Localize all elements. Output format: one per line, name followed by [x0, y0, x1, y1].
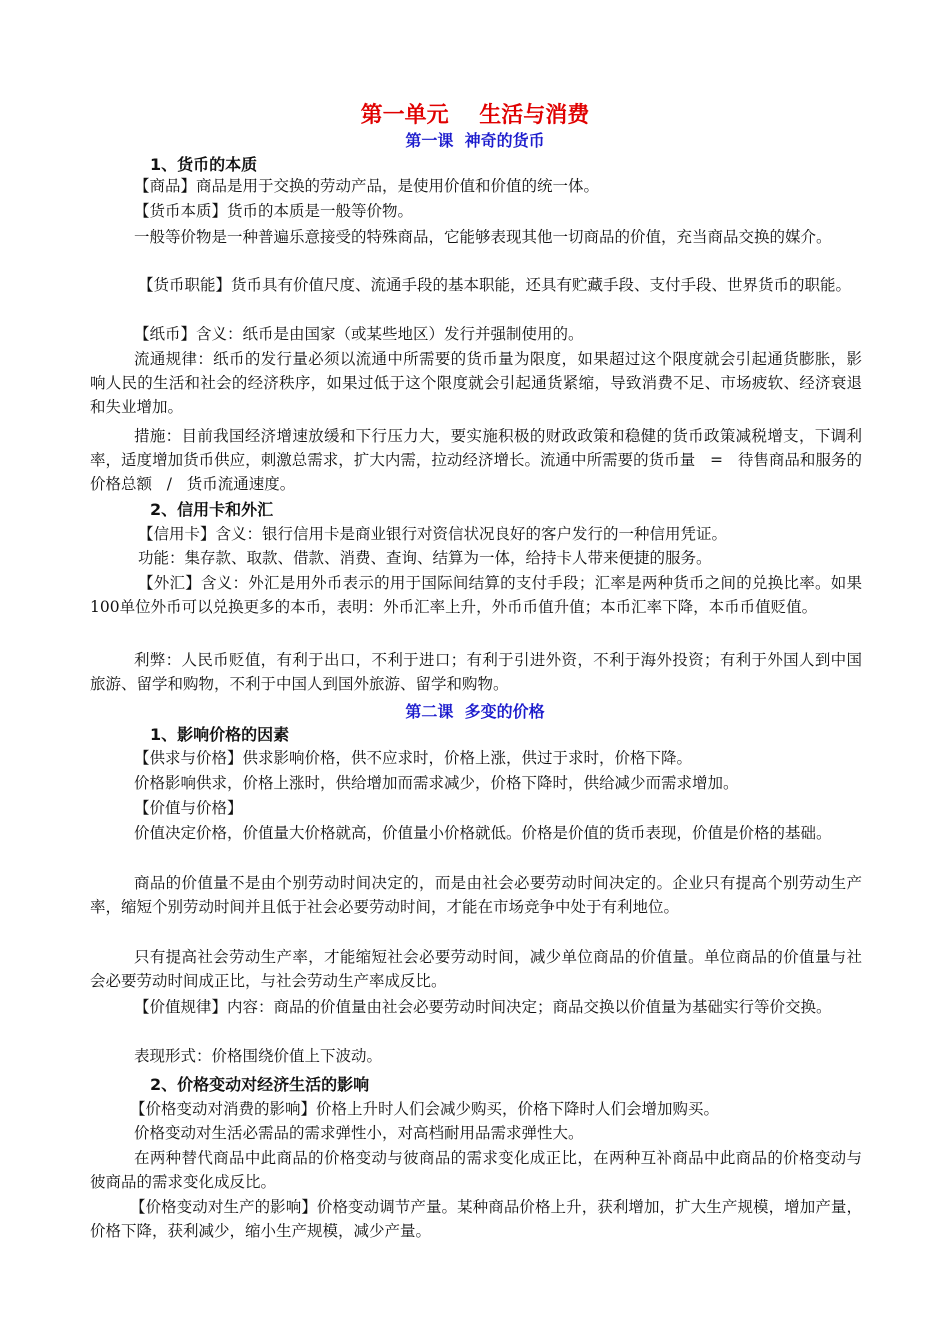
paragraph: 流通规律：纸币的发行量必须以流通中所需要的货币量为限度，如果超过这个限度就会引起通货膨胀，影响人民的生活和社会的经济秩序，如果过低于这个限度就会引起通货紧缩，导致消费不足、市场疲软、经济衰退和失业增加。 [90, 350, 862, 416]
paragraph: 【货币本质】货币的本质是一般等价物。 [134, 202, 414, 220]
paragraph: 【价格变动对消费的影响】价格上升时人们会减少购买，价格下降时人们会增加购买。 [130, 1100, 720, 1118]
unit-title: 第一单元 生活与消费 [360, 103, 590, 128]
paragraph: 价值决定价格，价值量大价格就高，价值量小价格就低。价格是价值的货币表现，价值是价格的基础。 [134, 824, 832, 842]
paragraph: 表现形式：价格围绕价值上下波动。 [134, 1047, 383, 1065]
paragraph: 利弊：人民币贬值，有利于出口，不利于进口；有利于引进外资，不利于海外投资；有利于外国人到中国旅游、留学和购物，不利于中国人到国外旅游、留学和购物。 [90, 651, 862, 693]
paragraph: 【外汇】含义：外汇是用外币表示的用于国际间结算的支付手段；汇率是两种货币之间的兑换比率。如果100单位外币可以兑换更多的本币，表明：外币汇率上升，外币币值升值；本币汇率下降，本币币值贬值。 [90, 574, 862, 616]
paragraph: 价格影响供求，价格上涨时，供给增加而需求减少，价格下降时，供给减少而需求增加。 [134, 774, 739, 792]
paragraph: 价格变动对生活必需品的需求弹性小，对高档耐用品需求弹性大。 [134, 1124, 584, 1142]
paragraph: 只有提高社会劳动生产率，才能缩短社会必要劳动时间，减少单位商品的价值量。单位商品的价值量与社会必要劳动时间成正比，与社会劳动生产率成反比。 [90, 948, 862, 990]
paragraph: 功能：集存款、取款、借款、消费、查询、结算为一体，给持卡人带来便捷的服务。 [138, 549, 712, 567]
paragraph: 【价值与价格】 [134, 799, 243, 817]
paragraph: 【价值规律】内容：商品的价值量由社会必要劳动时间决定；商品交换以价值量为基础实行等价交换。 [134, 998, 832, 1016]
paragraph: 【纸币】含义：纸币是由国家（或某些地区）发行并强制使用的。 [134, 325, 584, 343]
paragraph: 【信用卡】含义：银行信用卡是商业银行对资信状况良好的客户发行的一种信用凭证。 [138, 525, 728, 543]
section-heading: 2、价格变动对经济生活的影响 [150, 1075, 370, 1094]
section-heading: 1、影响价格的因素 [150, 725, 290, 744]
paragraph: 【货币职能】货币具有价值尺度、流通手段的基本职能，还具有贮藏手段、支付手段、世界货币的职能。 [138, 276, 852, 294]
paragraph: 【供求与价格】供求影响价格，供不应求时，价格上涨，供过于求时，价格下降。 [134, 749, 693, 767]
lesson-2-title: 第二课 多变的价格 [405, 702, 545, 721]
lesson-1-title: 第一课 神奇的货币 [405, 131, 545, 150]
section-heading: 1、货币的本质 [150, 155, 258, 174]
paragraph: 在两种替代商品中此商品的价格变动与彼商品的需求变化成正比，在两种互补商品中此商品的价格变动与彼商品的需求变化成反比。 [90, 1149, 862, 1191]
paragraph: 商品的价值量不是由个别劳动时间决定的，而是由社会必要劳动时间决定的。企业只有提高个别劳动生产率，缩短个别劳动时间并且低于社会必要劳动时间，才能在市场竞争中处于有利地位。 [90, 874, 862, 916]
section-heading: 2、信用卡和外汇 [150, 500, 274, 519]
paragraph: 一般等价物是一种普遍乐意接受的特殊商品，它能够表现其他一切商品的价值，充当商品交换的媒介。 [134, 228, 832, 246]
paragraph: 措施：目前我国经济增速放缓和下行压力大，要实施积极的财政政策和稳健的货币政策减税增支，下调利率，适度增加货币供应，刺激总需求，扩大内需，拉动经济增长。流通中所需要的货币量 = 待售商品和服务的价格总额 / 货币流通速度。 [90, 427, 862, 493]
paragraph: 【商品】商品是用于交换的劳动产品，是使用价值和价值的统一体。 [134, 177, 600, 195]
paragraph: 【价格变动对生产的影响】价格变动调节产量。某种商品价格上升，获利增加，扩大生产规模，增加产量，价格下降，获利减少，缩小生产规模，减少产量。 [90, 1198, 862, 1240]
